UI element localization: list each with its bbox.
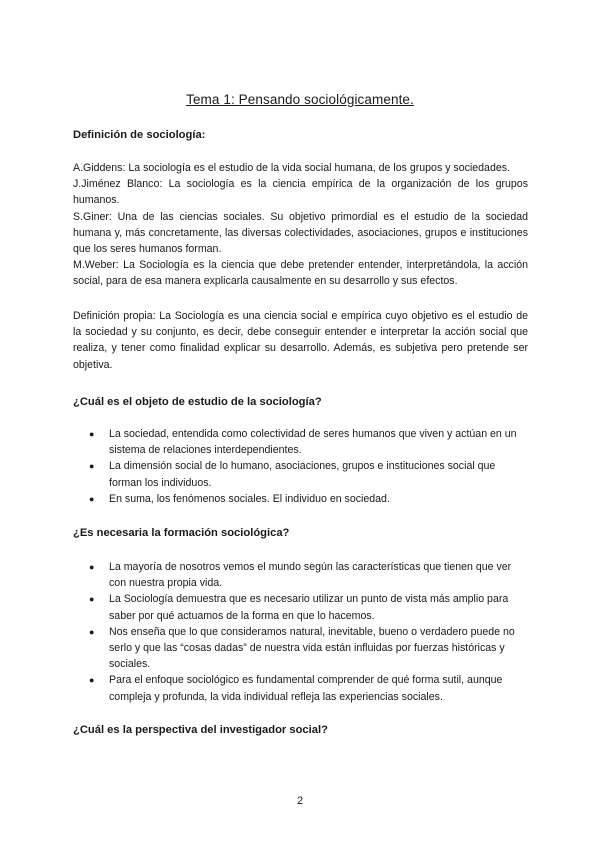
- bullet-icon: ●: [89, 493, 95, 504]
- bullet-icon: ●: [89, 675, 95, 686]
- definition-giner: S.Giner: Una de las ciencias sociales. Su objetivo primordial es el estudio de la sociedad humana y, más concretamente, las diversas colectividades, asociaciones, grupos e instituciones que los seres humanos forman.: [73, 210, 528, 256]
- list-item: ● La mayoría de nosotros vemos el mundo según las características que tienen que ver con nuestra propia vida.: [89, 561, 512, 590]
- bullet-icon: ●: [89, 626, 95, 637]
- page-number: 2: [296, 795, 304, 807]
- page-title: Tema 1: Pensando sociológicamente.: [186, 92, 414, 107]
- bullet-icon: ●: [89, 562, 95, 572]
- list-item: ● Para el enfoque sociológico es fundamental comprender de qué forma sutil, aunque compleja y profunda, la vida individual refleja las experiencias sociales.: [89, 674, 503, 703]
- objeto-estudio-list: [73, 426, 528, 507]
- definition-jimenez-blanco: J.Jiménez Blanco: La sociología es la ciencia empírica de la organización de los grupos humanos.: [73, 178, 528, 207]
- definition-weber: M.Weber: La Sociología es la ciencia que debe pretender entender, interpretándola, la acción social, para de esa manera explicarla causalmente en su desarrollo y sus efectos.: [73, 259, 528, 288]
- list-item: ● La sociedad, entendida como colectividad de seres humanos que viven y actúan en un sistema de relaciones interdependientes.: [89, 428, 517, 457]
- heading-perspectiva: ¿Cuál es la perspectiva del investigador social?: [73, 724, 328, 736]
- own-definition: [73, 308, 528, 373]
- definition-giddens: A.Giddens: La sociología es el estudio de la vida social humana, de los grupos y sociedades.: [73, 162, 510, 174]
- formacion-list: [73, 559, 528, 705]
- list-item: ● La dimensión social de lo humano, asociaciones, grupos e instituciones social que forman los individuos.: [89, 460, 496, 489]
- bullet-icon: ●: [89, 461, 95, 472]
- heading-formacion: ¿Es necesaria la formación sociológica?: [73, 527, 290, 539]
- bullet-icon: ●: [89, 429, 95, 439]
- own-definition-text: Definición propia: La Sociología es una ciencia social e empírica cuyo objetivo es el estudio de la sociedad y su conjunto, es decir, debe conseguir entender e interpretar la acción social que realiza, y tener como finalidad explicar su desarrollo. Además, es subjetiva pero pretende ser objetiva.: [73, 310, 528, 371]
- definitions-block: [73, 160, 528, 290]
- list-item: ● La Sociología demuestra que es necesario utilizar un punto de vista más amplio para saber por qué actuamos de la forma en que lo hacemos.: [89, 593, 509, 622]
- heading-definicion: Definición de sociología:: [73, 129, 206, 141]
- list-item: ● En suma, los fenómenos sociales. El individuo en sociedad.: [73, 491, 528, 507]
- bullet-icon: ●: [89, 594, 95, 605]
- heading-objeto-estudio: ¿Cuál es el objeto de estudio de la sociología?: [73, 396, 322, 408]
- list-item: ● Nos enseña que lo que consideramos natural, inevitable, bueno o verdadero puede no serlo y que las “cosas dadas” de nuestra vida están influidas por fuerzas históricas y sociales.: [89, 625, 515, 671]
